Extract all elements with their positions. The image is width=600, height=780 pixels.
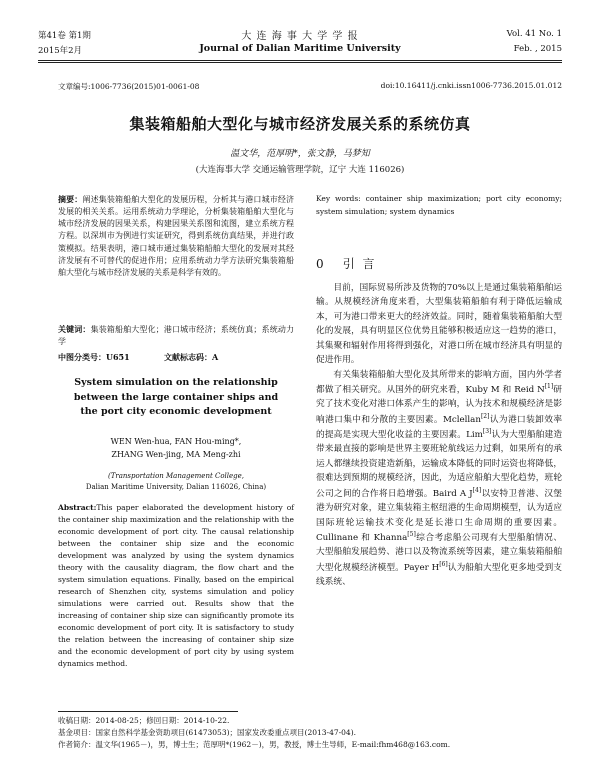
author-bio: 作者简介：温文华(1965－)，男，博士生；范厚明*(1962－)，男，教授，博士生导师，E-mail:fhm468@163.com. xyxy=(58,740,451,749)
authors-cn: 温文华，范厚明*，张文静，马梦知 xyxy=(230,149,370,159)
keywords-cn xyxy=(58,323,294,348)
section-number: 0 xyxy=(316,257,324,271)
affiliation-en-line-2: Dalian Maritime University, Dalian 116026, China) xyxy=(85,483,267,492)
affiliation-en xyxy=(58,471,294,493)
ref-4: [4] xyxy=(472,486,482,494)
ref-3: [3] xyxy=(482,428,492,436)
ref-2: [2] xyxy=(480,412,490,420)
header-rule xyxy=(38,60,562,61)
section-heading xyxy=(316,253,377,272)
abstract-en xyxy=(58,502,294,670)
fund-project: 基金项目：国家自然科学基金资助项目(61473053)；国家发改委重点项目(2013-47-04). xyxy=(58,728,357,737)
article-number: 文章编号:1006-7736(2015)01-0061-08 xyxy=(58,82,200,91)
article-title-cn: 集装箱船舶大型化与城市经济发展关系的系统仿真 xyxy=(129,115,471,133)
abstract-cn-text: 阐述集装箱船舶大型化的发展历程，分析其与港口城市经济发展的相关关系。运用系统动力学理论，分析集装箱船舶大型化与城市经济发展的因果关系，构建因果关系图和流图，建立系统方程方程。以深圳市为例进行实证研究，得到系统仿真结果，并进行政策模拟。结果表明，港口城市通过集装箱船舶大型化的发展对其经济发展有不可替代的促进作用；应用系统动力学方法研究集装箱船舶大型化与城市经济发展的关系是科学有效的。 xyxy=(58,195,295,277)
abstract-cn xyxy=(58,193,294,279)
journal-name-cn: 大 连 海 事 大 学 学 报 xyxy=(241,31,359,42)
abstract-en-label: Abstract: xyxy=(58,503,97,512)
volume-issue-en: Vol. 41 No. 1 xyxy=(506,29,562,39)
volume-issue-cn: 第41卷 第1期 xyxy=(38,31,91,41)
introduction-body xyxy=(316,281,562,590)
document-code: 文献标志码：A xyxy=(164,352,219,362)
ref-6: [6] xyxy=(439,560,448,568)
date-en: Feb. , 2015 xyxy=(513,44,562,54)
clc-number: 中图分类号：U651 xyxy=(58,352,130,362)
title-en-line-3: the port city economic development xyxy=(80,406,272,418)
title-en-line-1: System simulation on the relationship xyxy=(74,377,278,388)
ref-1: [1] xyxy=(544,383,554,391)
header-rule-thin xyxy=(38,62,562,63)
authors-en xyxy=(58,436,294,462)
keywords-cn-label: 关键词： xyxy=(58,324,91,334)
title-en-line-2: between the large container ships and xyxy=(73,391,279,403)
received-date: 收稿日期：2014-08-25；修回日期：2014-10-22. xyxy=(58,716,230,725)
abstract-cn-label: 摘要： xyxy=(58,194,83,204)
doi: doi:10.16411/j.cnki.issn1006-7736.2015.01.012 xyxy=(380,81,562,90)
keywords-en: Key words: container ship maximization; port city economy; system simulation; system dynamics xyxy=(316,194,562,216)
ref-5: [5] xyxy=(407,531,416,538)
date-cn: 2015年2月 xyxy=(38,46,83,56)
journal-name-en: Journal of Dalian Maritime University xyxy=(199,43,401,54)
affiliation-cn: (大连海事大学 交通运输管理学院，辽宁 大连 116026) xyxy=(195,165,405,175)
affiliation-en-line-1: (Transportation Management College, xyxy=(107,472,245,480)
abstract-en-text: This paper elaborated the development history of the container ship maximization and the relationship with the economic development of port city. The causal relationship between the container ship size and the economic development was analyzed by using the system dynamics theory with the causality diagram, the flow chart and the system simulation equations. Finally, based on the empirical research of Shenzhen city, systems simulation and policy simulations were carried out. Results show that the increasing of container ship size can significantly promote its economic development of port city. It is satisfactory to study the relation between the increasing of container ship size and the economic development of port city by using system dynamics method. xyxy=(58,503,294,668)
authors-en-line-2: ZHANG Wen-jing, MA Meng-zhi xyxy=(111,449,241,459)
intro-paragraph-2: 有关集装箱船舶大型化及其所带来的影响方面，国内外学者都做了相关研究。从国外的研究来看，Kuby M 和 Reid N[1]研究了技术变化对港口体系产生的影响，认为技术和规模经济是影响港口集中和分散的主要因素。Mclellan[2]认为港口装卸效率的提高是实现大型化收益的主要因素。Lim[3]认为大型船舶建造带来最直接的影响是世界主要班轮航线运力过剩，如果所有的承运人都继续投资建造新船，运输成本降低的同时运资也将降低，很难达到预期的规模经济，因此，为适应船舶大型化趋势，班轮公司之间的合作将日趋增强。Baird A J[4]以安特卫普港、汉堡港为研究对象，建立集装箱主枢纽港的生命周期模型，认为适应国际班轮运输技术变化是延长港口生命周期的重要因素。Cullinane 和 Khanna[5]综合考虑船公司现有大型船舶情况、大型船舶发展趋势、港口以及物流系统等因素，建立集装箱船舶大型化规模经济模型。Payer H[6]认为船舶大型化更多地受到支线系统、 xyxy=(316,369,563,588)
article-title-en xyxy=(58,376,294,420)
footnote-rule xyxy=(58,711,238,712)
authors-en-line-1: WEN Wen-hua, FAN Hou-ming*, xyxy=(110,437,242,446)
footnotes xyxy=(58,715,562,751)
intro-paragraph-1: 目前，国际贸易所涉及货物的70%以上是通过集装箱船舶运输。从规模经济角度来看，大型集装箱船舶有利于降低运输成本，可为港口带来更大的经济效益。同时，随着集装箱船舶大型化的发展，具有明显区位优势且能够积极适应这一趋势的港口，其集聚和辐射作用将得到强化，对港口所在城市经济具有明显的促进作用。 xyxy=(316,283,562,366)
keywords-cn-text: 集装箱船舶大型化；港口城市经济；系统仿真；系统动力学 xyxy=(58,325,295,347)
section-title: 引 言 xyxy=(342,257,377,271)
